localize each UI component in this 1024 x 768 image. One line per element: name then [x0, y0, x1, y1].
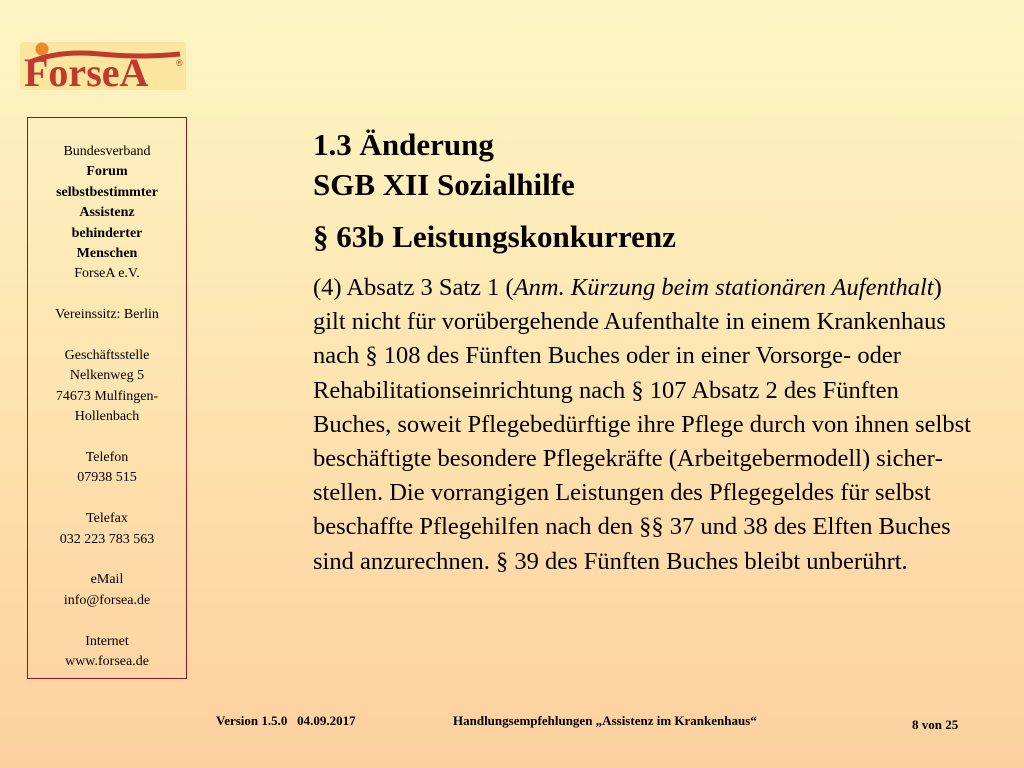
sidebar-line: behinderter [71, 225, 143, 241]
sidebar-line: ForseA e.V. [74, 266, 140, 282]
sidebar-line: eMail [90, 572, 124, 588]
paragraph [313, 271, 973, 579]
sidebar-line: 74673 Mulfingen- [55, 388, 159, 404]
sidebar-line: Bundesverband [63, 144, 151, 159]
sidebar-line: Telefon [85, 450, 129, 466]
forsea-logo [20, 40, 190, 92]
sidebar-line: www.forsea.de [65, 654, 149, 670]
organization-info-box [27, 117, 187, 679]
registered-mark: ® [176, 58, 183, 68]
sidebar-spacer [28, 489, 186, 509]
footer-page-number: 8 von 25 [912, 717, 959, 732]
footer-date: 04.09.2017 [297, 713, 356, 728]
sidebar-line: Vereinssitz: Berlin [55, 307, 159, 323]
sidebar-line: 07938 515 [77, 470, 137, 486]
sidebar-line: 032 223 783 563 [59, 531, 155, 547]
logo-text: ForseA [24, 50, 149, 92]
sidebar-line: selbstbestimmter [56, 184, 158, 200]
sidebar-line: Nelkenweg 5 [69, 368, 145, 384]
sidebar-line: Assistenz [79, 205, 135, 221]
main-content [313, 125, 973, 579]
footer-version-text: Version 1.5.0 [216, 713, 288, 728]
sidebar-line: info@forsea.de [63, 592, 151, 608]
sidebar-line: Hollenbach [74, 409, 140, 425]
sidebar-line: Telefax [86, 511, 128, 527]
sidebar-line: Internet [85, 633, 129, 649]
paragraph-rest: ) gilt nicht für vorübergehende Aufenthalte in einem Krankenhaus nach § 108 des Fünften Buches oder in einer Vorsorge- oder Rehabilitationseinrichtung nach § 107 Absatz 2 des Fünften Buches, soweit Pflegebedürftige ihre Pflege durch von ihnen selbst beschäftigte besondere Pflegekräfte (Arbeitgebermodell) sicherstellen. Die vorrangigen Leistungen des Pflegegeldes für selbst beschaffte Pflegehilfen nach den §§ 37 und 38 des Elften Buches sind anzurechnen. § 39 des Fünften Buches bleibt unberührt. [313, 274, 971, 575]
footer-version [216, 713, 356, 729]
title-line-1: 1.3 Änderung [313, 127, 494, 162]
sidebar-spacer [28, 550, 186, 570]
sidebar-spacer [28, 428, 186, 448]
sidebar-line: Menschen [76, 246, 138, 262]
paragraph-prefix: (4) Absatz 3 Satz 1 ( [313, 274, 514, 301]
sidebar-line: Forum [86, 164, 128, 180]
footer-title: Handlungsempfehlungen „Assistenz im Krankenhaus“ [453, 713, 757, 728]
slide-title [313, 125, 973, 205]
sidebar-spacer [28, 326, 186, 346]
section-title: § 63b Leistungskonkurrenz [313, 219, 676, 254]
title-line-2: SGB XII Sozialhilfe [313, 167, 575, 202]
sidebar-spacer [28, 285, 186, 305]
sidebar-spacer [28, 611, 186, 631]
sidebar-line: Geschäftsstelle [64, 348, 150, 364]
paragraph-annotation: Anm. Kürzung beim stationären Aufenthalt [513, 274, 934, 301]
